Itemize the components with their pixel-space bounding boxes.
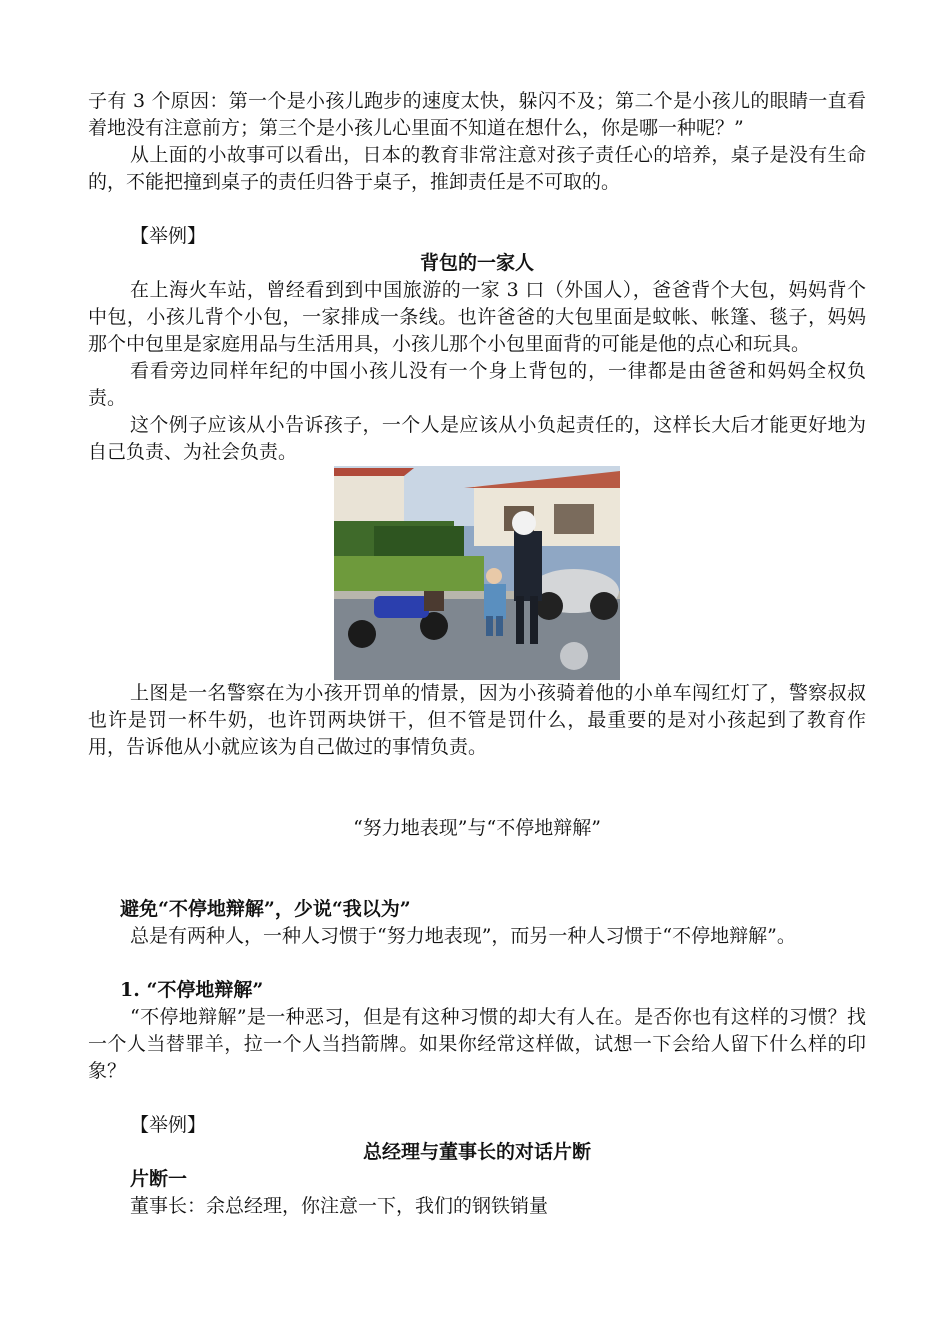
example-title-2: 总经理与董事长的对话片断: [362, 1141, 591, 1163]
paragraph-bad-habit: “不停地辩解”是一种恶习，但是有这种习惯的却大有人在。是否你也有这样的习惯？找一个人当替罪羊，拉一个人当挡箭牌。如果你经常这样做，试想一下会给人留下什么样的印象？: [88, 1006, 866, 1082]
document-page: [88, 88, 866, 1220]
paragraph-shanghai-station: 在上海火车站，曾经看到到中国旅游的一家 3 口（外国人），爸爸背个大包，妈妈背个中包，小孩儿背个小包，一家排成一条线。也许爸爸的大包里面是蚊帐、帐篷、毯子，妈妈那个中包里是家庭用品与生活用具，小孩儿那个小包里面背的可能是他的点心和玩具。: [88, 279, 866, 355]
paragraph-responsibility: 这个例子应该从小告诉孩子，一个人是应该从小负起责任的，这样长大后才能更好地为自己负责、为社会负责。: [88, 414, 866, 463]
paragraph-reasons: 子有 3 个原因：第一个是小孩儿跑步的速度太快，躲闪不及；第二个是小孩儿的眼睛一直看着地没有注意前方；第三个是小孩儿心里面不知道在想什么，你是哪一种呢？”: [88, 90, 866, 139]
spacer: [88, 761, 866, 788]
spacer: [88, 842, 866, 869]
spacer: [88, 196, 866, 223]
example-label: 【举例】: [130, 225, 207, 247]
paragraph-photo-caption: 上图是一名警察在为小孩开罚单的情景，因为小孩骑着他的小单车闯红灯了，警察叔叔也许是罚一杯牛奶，也许罚两块饼干，但不管是罚什么，最重要的是对小孩起到了教育作用，告诉他从小就应该为自己做过的事情负责。: [88, 682, 866, 758]
section-title: “努力地表现”与“不停地辩解”: [353, 817, 601, 839]
spacer: [88, 869, 866, 896]
dialog-line: 董事长：余总经理，你注意一下，我们的钢铁销量: [130, 1195, 549, 1217]
paragraph-chinese-children: 看看旁边同样年纪的中国小孩儿没有一个身上背包的，一律都是由爸爸和妈妈全权负责。: [88, 360, 866, 409]
spacer: [88, 788, 866, 815]
photo-police-child: [334, 466, 620, 680]
paragraph-two-kinds: 总是有两种人，一种人习惯于“努力地表现”，而另一种人习惯于“不停地辩解”。: [130, 925, 796, 947]
example-label-2: 【举例】: [130, 1114, 207, 1136]
spacer: [88, 1085, 866, 1112]
fragment-label: 片断一: [130, 1168, 188, 1190]
photo-illustration: [334, 466, 620, 680]
paragraph-conclusion: 从上面的小故事可以看出，日本的教育非常注意对孩子责任心的培养，桌子是没有生命的，不能把撞到桌子的责任归咎于桌子，推卸责任是不可取的。: [88, 144, 866, 193]
spacer: [88, 950, 866, 977]
heading-avoid-excuses: 避免“不停地辩解”，少说“我以为”: [120, 898, 411, 920]
example-title: 背包的一家人: [419, 252, 534, 274]
heading-numbered-1: 1. “不停地辩解”: [120, 979, 264, 1001]
